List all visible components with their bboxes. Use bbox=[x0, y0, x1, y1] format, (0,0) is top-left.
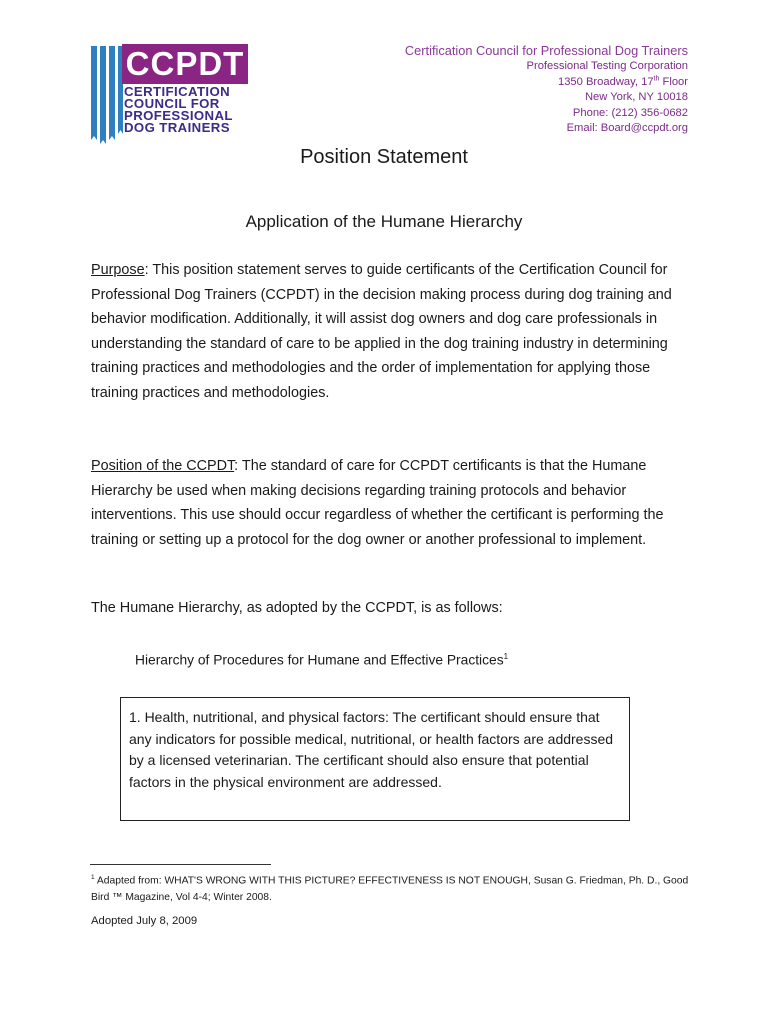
letterhead-contact bbox=[405, 42, 688, 137]
procedure-box bbox=[120, 697, 630, 821]
street-address: 1350 Broadway, 17th Floor bbox=[557, 74, 688, 88]
logo-acronym: CCPDT bbox=[122, 44, 248, 84]
logo-stripes-icon bbox=[88, 44, 126, 144]
email-line[interactable]: Email: Board@ccpdt.org bbox=[566, 122, 688, 135]
purpose-text: : This position statement serves to guide certificants of the Certification Council for Professional Dog Trainers (CCPDT) in the decision making process during dog training and behavior modification. Additionally, it will assist dog owners and dog care professionals in understanding the standard of care to be applied in the dog training industry in determining training practices and methodologies and the order of implementation for applying those training practices and methodologies. bbox=[91, 262, 672, 401]
document-subtitle: Application of the Humane Hierarchy bbox=[245, 212, 523, 231]
logo-line: PROFESSIONAL bbox=[124, 108, 233, 123]
footnote-marker: 1 bbox=[91, 874, 95, 881]
position-text: : The standard of care for CCPDT certificants is that the Humane Hierarchy be used when making decisions regarding training protocols and behavior interventions. This use should occur regardless of whether the certificant is performing the training or setting up a protocol for the dog owner or another professional to implement. bbox=[91, 458, 664, 548]
city-line: New York, NY 10018 bbox=[584, 91, 688, 104]
procedure-1-text: 1. Health, nutritional, and physical factors: The certificant should ensure that any indicators for possible medical, nutritional, or health factors are addressed by a licensed veterinarian. The certificant should also ensure that potential factors in the physical environment are addressed. bbox=[129, 709, 614, 790]
ccpdt-logo bbox=[88, 44, 254, 144]
logo-line: COUNCIL FOR bbox=[124, 96, 220, 111]
phone-line: Phone: (212) 356-0682 bbox=[572, 106, 688, 119]
document-title: Position Statement bbox=[300, 146, 468, 168]
hierarchy-heading: Hierarchy of Procedures for Humane and Effective Practices$^1$ bbox=[135, 652, 509, 668]
logo-wordmark bbox=[124, 86, 254, 134]
footnote bbox=[91, 870, 691, 907]
footnote-ref: 1 bbox=[503, 652, 509, 661]
position-paragraph bbox=[91, 454, 691, 552]
hierarchy-intro: The Humane Hierarchy, as adopted by the CCPDT, is as follows: bbox=[91, 600, 503, 616]
footnote-text: Adapted from: WHAT'S WRONG WITH THIS PICTURE? EFFECTIVENESS IS NOT ENOUGH, Susan G. Friedman, Ph. D., Good Bird ™ Magazine, Vol 4-4; Winter 2008. bbox=[91, 875, 689, 904]
logo-line: CERTIFICATION bbox=[124, 84, 231, 99]
org-name: Certification Council for Professional Dog Trainers bbox=[404, 43, 688, 58]
purpose-label: Purpose bbox=[91, 262, 145, 278]
adopted-date: Adopted July 8, 2009 bbox=[91, 915, 198, 927]
logo-line: DOG TRAINERS bbox=[124, 120, 230, 135]
footnote-divider bbox=[90, 864, 271, 865]
position-label: Position of the CCPDT bbox=[91, 458, 235, 474]
purpose-paragraph bbox=[91, 258, 691, 406]
testing-corp: Professional Testing Corporation bbox=[526, 60, 688, 72]
